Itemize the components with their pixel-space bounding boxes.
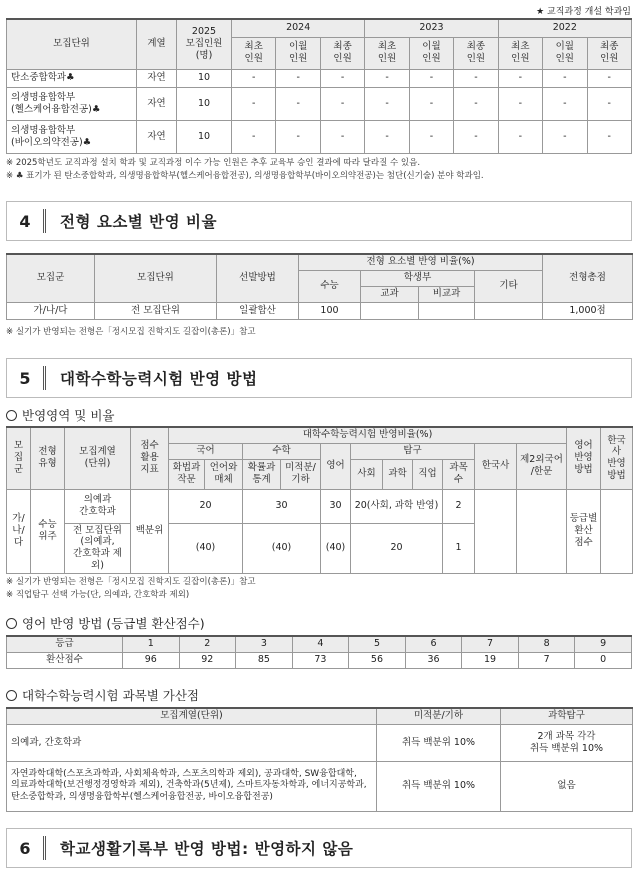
series-cell: 자연 xyxy=(137,87,177,120)
header-science: 과학 xyxy=(383,459,413,489)
selection-ratio-table xyxy=(6,253,633,320)
inquiry-cell: 20 xyxy=(351,523,443,574)
header-history-method: 한국사 반영 방법 xyxy=(601,427,633,489)
suneung-cell: 100 xyxy=(299,302,361,319)
noncourse-cell xyxy=(419,302,475,319)
subsection-ratio xyxy=(6,406,114,424)
header-unit: 모집단위 xyxy=(95,254,217,302)
header-final: 최종 인원 xyxy=(587,37,632,69)
header-english: 영어 xyxy=(321,443,351,489)
capacity-cell: 10 xyxy=(177,69,232,87)
suneung-ratio-table xyxy=(6,426,633,574)
header-korean-history: 한국사 xyxy=(475,443,517,489)
header-science: 과학탐구 xyxy=(501,708,633,724)
header-etc: 기타 xyxy=(475,270,543,302)
value-cell: - xyxy=(276,120,320,153)
section-6-header xyxy=(6,828,632,868)
header-noncourse: 비교과 xyxy=(419,286,475,302)
grade-cell: 3 xyxy=(236,636,293,652)
header-final: 최종 인원 xyxy=(320,37,364,69)
section-5-header xyxy=(6,358,632,398)
header-suneung: 수능 xyxy=(299,270,361,302)
value-cell: - xyxy=(543,69,587,87)
value-cell: - xyxy=(276,69,320,87)
score-label: 환산점수 xyxy=(7,652,123,668)
subsection-title: 반영영역 및 비율 xyxy=(22,408,115,423)
header-total: 전형총점 xyxy=(543,254,633,302)
english-cell: 30 xyxy=(321,489,351,523)
table1-notes xyxy=(6,157,636,183)
type-cell: 수능 위주 xyxy=(31,489,65,574)
series-cell: 전 모집단위 (의예과, 간호학과 제외) xyxy=(65,523,131,574)
value-cell: - xyxy=(232,87,276,120)
method-cell: 일괄합산 xyxy=(217,302,299,319)
header-vocational: 직업 xyxy=(413,459,443,489)
section-title: 전형 요소별 반영 비율 xyxy=(60,213,217,231)
circle-bullet-icon xyxy=(6,618,17,629)
header-group: 모 집 군 xyxy=(7,427,31,489)
section-4-header xyxy=(6,201,632,241)
header-inquiry: 탐구 xyxy=(351,443,475,459)
header-initial: 최초 인원 xyxy=(365,37,409,69)
table-row xyxy=(7,489,633,523)
section-number: 5 xyxy=(19,368,31,388)
header-series: 모집계열 (단위) xyxy=(65,427,131,489)
header-ratio: 대학수학능력시험 반영비율(%) xyxy=(169,427,567,443)
korean-cell: (40) xyxy=(169,523,243,574)
subsection-title: 대학수학능력시험 과목별 가산점 xyxy=(22,688,199,703)
inquiry-cell: 20(사회, 과학 반영) xyxy=(351,489,443,523)
index-cell: 백분위 xyxy=(131,489,169,574)
header-course: 교과 xyxy=(361,286,419,302)
header-speech-writing: 화법과 작문 xyxy=(169,459,205,489)
subsection-title: 영어 반영 방법 (등급별 환산점수) xyxy=(22,616,205,631)
course-cell xyxy=(361,302,419,319)
header-unit: 모집단위 xyxy=(7,19,137,69)
header-calculus: 미적분/기하 xyxy=(377,708,501,724)
science-cell: 없음 xyxy=(501,761,633,811)
value-cell: - xyxy=(454,69,498,87)
group-cell: 가/ 나/ 다 xyxy=(7,489,31,574)
unit-cell: 의생명융합학부 (바이오의약전공)♣ xyxy=(7,120,137,153)
header-second-language: 제2외국어 /한문 xyxy=(517,443,567,489)
note-line: ※ 실기가 반영되는 전형은「정시모집 진학지도 길잡이(총론)」참고 xyxy=(6,577,256,587)
grade-cell: 7 xyxy=(462,636,519,652)
value-cell: - xyxy=(365,120,409,153)
header-carryover: 이월 인원 xyxy=(543,37,587,69)
value-cell: - xyxy=(320,120,364,153)
korean-history-cell xyxy=(475,489,517,574)
header-initial: 최초 인원 xyxy=(498,37,542,69)
series-cell: 자연과학대학(스포츠과학과, 사회체육학과, 스포츠의학과 제외), 공과대학, SW융합대학, 의료과학대학(보건행정경영학과 제외), 건축학과(5년제), 스마트자동차학과, 에너지공학과, 탄소중합학과, 의생명융합학부(헬스케어융합전공, 바이오융합전공) xyxy=(7,761,377,811)
value-cell: - xyxy=(365,87,409,120)
score-cell: 36 xyxy=(405,652,462,668)
header-initial: 최초 인원 xyxy=(232,37,276,69)
section-title: 대학수학능력시험 반영 방법 xyxy=(60,370,258,388)
science-cell: 2개 과목 각각 취득 백분위 10% xyxy=(501,724,633,761)
second-language-cell xyxy=(517,489,567,574)
header-year-2024: 2024 xyxy=(232,19,365,37)
table2-note: ※ 실기가 반영되는 전형은「정시모집 진학지도 길잡이(총론)」참고 xyxy=(6,327,256,337)
value-cell: - xyxy=(454,87,498,120)
score-cell: 85 xyxy=(236,652,293,668)
header-english-method: 영어 반영 방법 xyxy=(567,427,601,489)
header-year-2022: 2022 xyxy=(498,19,631,37)
value-cell: - xyxy=(409,69,453,87)
table3-notes xyxy=(6,576,256,602)
etc-cell xyxy=(475,302,543,319)
header-math: 수학 xyxy=(243,443,321,459)
bonus-points-table xyxy=(6,707,633,812)
value-cell: - xyxy=(232,69,276,87)
section-divider xyxy=(43,366,46,390)
value-cell: - xyxy=(409,120,453,153)
unit-cell: 전 모집단위 xyxy=(95,302,217,319)
header-index: 점수 활용 지표 xyxy=(131,427,169,489)
header-series: 모집계열(단위) xyxy=(7,708,377,724)
calculus-cell: 취득 백분위 10% xyxy=(377,724,501,761)
subsection-english xyxy=(6,614,205,632)
header-calculus: 미적분/ 기하 xyxy=(281,459,321,489)
header-year-2023: 2023 xyxy=(365,19,498,37)
table-row xyxy=(7,761,633,811)
value-cell: - xyxy=(543,87,587,120)
header-social: 사회 xyxy=(351,459,383,489)
grade-cell: 8 xyxy=(518,636,575,652)
table-row xyxy=(7,120,632,153)
english-grade-table xyxy=(6,635,632,669)
header-ratio: 전형 요소별 반영 비율(%) xyxy=(299,254,543,270)
section-divider xyxy=(43,836,46,860)
math-cell: (40) xyxy=(243,523,321,574)
value-cell: - xyxy=(409,87,453,120)
header-language-media: 언어와 매체 xyxy=(205,459,243,489)
grade-cell: 9 xyxy=(575,636,632,652)
admission-capacity-table xyxy=(6,18,632,154)
score-cell: 0 xyxy=(575,652,632,668)
value-cell: - xyxy=(587,87,632,120)
header-carryover: 이월 인원 xyxy=(276,37,320,69)
top-note: ★ 교직과정 개설 학과임 xyxy=(536,7,631,17)
header-korean: 국어 xyxy=(169,443,243,459)
section-title: 학교생활기록부 반영 방법: 반영하지 않음 xyxy=(60,840,354,858)
header-2025-capacity: 2025 모집인원 (명) xyxy=(177,19,232,69)
section-number: 4 xyxy=(19,211,31,231)
history-method-cell xyxy=(601,489,633,574)
english-cell: (40) xyxy=(321,523,351,574)
header-final: 최종 인원 xyxy=(454,37,498,69)
series-cell: 의예과 간호학과 xyxy=(65,489,131,523)
count-cell: 2 xyxy=(443,489,475,523)
value-cell: - xyxy=(587,120,632,153)
header-type: 전형 유형 xyxy=(31,427,65,489)
value-cell: - xyxy=(320,69,364,87)
series-cell: 자연 xyxy=(137,120,177,153)
score-cell: 96 xyxy=(123,652,180,668)
table-row xyxy=(7,302,633,319)
english-method-cell: 등급별 환산 점수 xyxy=(567,489,601,574)
value-cell: - xyxy=(498,87,542,120)
circle-bullet-icon xyxy=(6,410,17,421)
table-row xyxy=(7,724,633,761)
table-row xyxy=(7,87,632,120)
score-cell: 56 xyxy=(349,652,406,668)
score-cell: 92 xyxy=(179,652,236,668)
value-cell: - xyxy=(320,87,364,120)
header-subject-count: 과목수 xyxy=(443,459,475,489)
note-line: ※ 직업탐구 선택 가능(단, 의예과, 간호학과 제외) xyxy=(6,590,190,600)
note-line: ※ ♣ 표기가 된 탄소중합학과, 의생명융합학부(헬스케어융합전공), 의생명융합학부(바이오의약전공)는 첨단(신기술) 분야 학과임. xyxy=(6,171,484,181)
section-number: 6 xyxy=(19,838,31,858)
series-cell: 자연 xyxy=(137,69,177,87)
header-group: 모집군 xyxy=(7,254,95,302)
value-cell: - xyxy=(498,120,542,153)
score-cell: 19 xyxy=(462,652,519,668)
value-cell: - xyxy=(587,69,632,87)
grade-cell: 4 xyxy=(292,636,349,652)
math-cell: 30 xyxy=(243,489,321,523)
note-line: ※ 2025학년도 교직과정 설치 학과 및 교직과정 이수 가능 인원은 추후 교육부 승인 결과에 따라 달라질 수 있음. xyxy=(6,158,421,168)
series-cell: 의예과, 간호학과 xyxy=(7,724,377,761)
header-school-record: 학생부 xyxy=(361,270,475,286)
capacity-cell: 10 xyxy=(177,87,232,120)
table-row xyxy=(7,652,632,668)
table-row xyxy=(7,69,632,87)
value-cell: - xyxy=(498,69,542,87)
section-divider xyxy=(43,209,46,233)
group-cell: 가/나/다 xyxy=(7,302,95,319)
grade-cell: 2 xyxy=(179,636,236,652)
value-cell: - xyxy=(365,69,409,87)
header-grade: 등급 xyxy=(7,636,123,652)
header-series: 계열 xyxy=(137,19,177,69)
header-carryover: 이월 인원 xyxy=(409,37,453,69)
header-probability: 확률과 통계 xyxy=(243,459,281,489)
unit-cell: 탄소중합학과♣ xyxy=(7,69,137,87)
score-cell: 7 xyxy=(518,652,575,668)
value-cell: - xyxy=(543,120,587,153)
value-cell: - xyxy=(454,120,498,153)
value-cell: - xyxy=(276,87,320,120)
value-cell: - xyxy=(232,120,276,153)
score-cell: 73 xyxy=(292,652,349,668)
count-cell: 1 xyxy=(443,523,475,574)
subsection-bonus xyxy=(6,686,199,704)
grade-cell: 1 xyxy=(123,636,180,652)
unit-cell: 의생명융합학부 (헬스케어융합전공)♣ xyxy=(7,87,137,120)
circle-bullet-icon xyxy=(6,690,17,701)
grade-cell: 5 xyxy=(349,636,406,652)
korean-cell: 20 xyxy=(169,489,243,523)
total-cell: 1,000점 xyxy=(543,302,633,319)
grade-cell: 6 xyxy=(405,636,462,652)
header-method: 선발방법 xyxy=(217,254,299,302)
calculus-cell: 취득 백분위 10% xyxy=(377,761,501,811)
capacity-cell: 10 xyxy=(177,120,232,153)
